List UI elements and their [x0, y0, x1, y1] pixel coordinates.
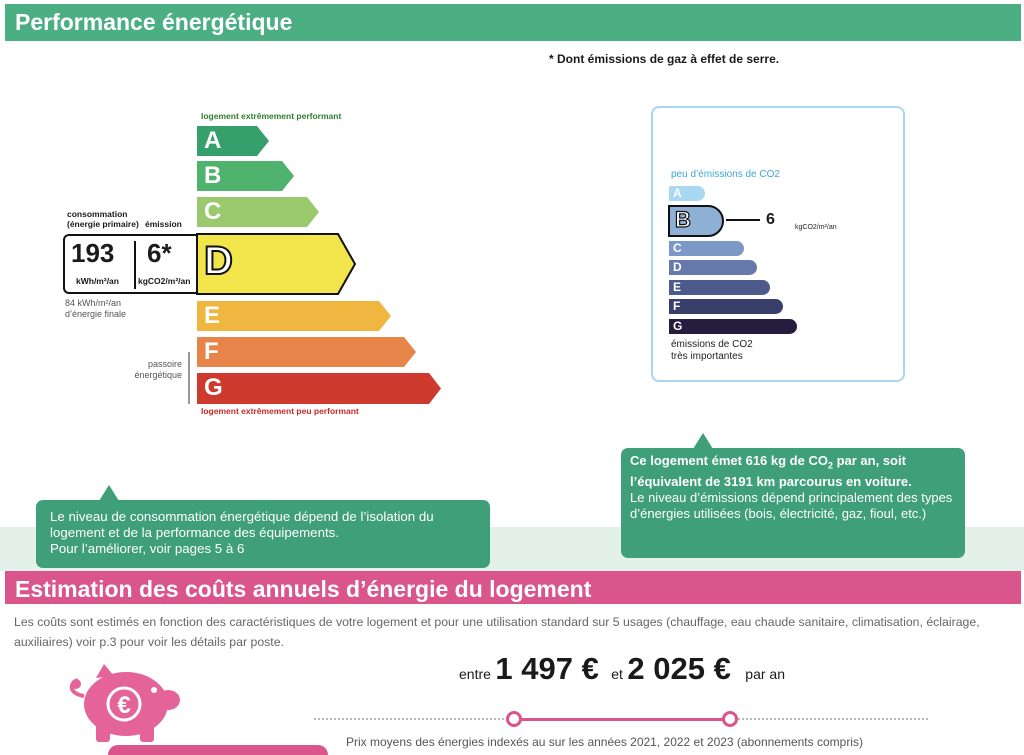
emission-header: émission: [145, 219, 182, 229]
ges-class-c: [668, 240, 745, 257]
emissions-info-line1: Ce logement émet 616 kg de CO: [630, 453, 828, 468]
emissions-info-line2: Le niveau d’émissions dépend principalement des types d’énergies utilisées (bois, électricité, gaz, fioul, etc.): [630, 489, 953, 521]
cost-min: 1 497 €: [495, 651, 599, 686]
energy-class-d: [196, 233, 356, 295]
final-energy: 84 kWh/m²/an d’énergie finale: [65, 298, 127, 319]
costs-title: Estimation des coûts annuels d’énergie du logement: [15, 576, 592, 602]
energy-class-a: [196, 125, 270, 157]
energy-bottom-label: logement extrêmement peu performant: [201, 406, 359, 416]
consumption-info-bubble: [36, 500, 490, 568]
ges-class-g: [668, 318, 798, 335]
ges-class-letter: G: [673, 319, 683, 333]
ges-class-letter: A: [673, 186, 682, 200]
ges-value: 6: [766, 211, 775, 228]
energy-class-letter: G: [204, 374, 223, 401]
piggy-bank-euro-icon: [66, 660, 182, 744]
energy-value-box: [63, 234, 196, 294]
ges-class-d: [668, 259, 758, 276]
consumption-unit: kWh/m²/an: [76, 276, 119, 286]
price-note: Prix moyens des énergies indexés au sur les années 2021, 2022 et 2023 (abonnements compris): [346, 735, 863, 749]
ges-low-label: peu d’émissions de CO2: [671, 169, 780, 180]
cost-range-max-marker: [722, 711, 738, 727]
ges-class-b: [668, 205, 724, 237]
value-divider: [134, 241, 136, 289]
ges-high-label: émissions de CO2 très importantes: [671, 339, 753, 362]
energy-class-letter: F: [204, 338, 219, 365]
energy-class-letter: B: [204, 162, 222, 189]
ges-class-letter: B: [675, 207, 691, 232]
emissions-info-bubble: [621, 448, 965, 558]
performance-header: [5, 4, 1021, 41]
cost-range-min-marker: [506, 711, 522, 727]
ges-pointer-line: [726, 219, 760, 221]
energy-class-letter: A: [204, 127, 222, 154]
cost-max: 2 025 €: [627, 651, 731, 686]
energy-class-b: [196, 160, 295, 192]
emissions-info-line1-end: par an, soit l’équivalent de 3191 km parcourus en voiture.: [630, 453, 912, 489]
consumption-info-text: Le niveau de consommation énergétique dépend de l’isolation du logement et de la performance des équipements. Pour l’améliorer, voir pages 5 à 6: [50, 509, 434, 556]
cost-range-fill: [514, 718, 730, 721]
ges-class-letter: C: [673, 241, 682, 255]
energy-class-f: [196, 336, 417, 368]
emission-unit: kgCO2/m²/an: [138, 276, 191, 286]
passoire-bracket: [188, 352, 190, 404]
energy-class-c: [196, 196, 320, 228]
energy-class-g: [196, 372, 442, 405]
consumption-value: 193: [71, 238, 115, 268]
cost-between: entre: [459, 666, 491, 682]
energy-class-letter: E: [204, 302, 221, 329]
bubble-left-pointer: [99, 485, 119, 501]
costs-description: Les coûts sont estimés en fonction des caractéristiques de votre logement et pour une utilisation standard sur 5 usages (chauffage, eau chaude sanitaire, climatisation, éclairage, auxiliaires) voir p.3 pour voir les détails par poste.: [14, 615, 980, 649]
ges-class-f: [668, 298, 784, 315]
co2-subscript: 2: [827, 460, 833, 471]
ges-class-letter: D: [673, 260, 682, 274]
ges-class-a: [668, 185, 706, 202]
cost-range: [459, 651, 785, 687]
costs-header: [5, 571, 1021, 604]
cost-and: et: [611, 666, 623, 682]
euro-symbol: €: [117, 692, 131, 719]
energy-top-label: logement extrêmement performant: [201, 111, 342, 121]
cost-per-year: par an: [745, 666, 785, 682]
energy-class-letter: D: [204, 239, 233, 283]
passoire-label: passoire énergétique: [134, 359, 182, 380]
ges-class-letter: F: [673, 299, 681, 313]
consumption-header: consommation (énergie primaire): [67, 209, 139, 229]
energy-class-letter: C: [204, 198, 222, 225]
bubble-right-pointer: [693, 433, 713, 449]
performance-title: Performance énergétique: [15, 9, 293, 35]
ges-class-letter: E: [673, 280, 682, 294]
ges-unit: kgCO2/m²/an: [795, 224, 837, 231]
ges-class-e: [668, 279, 771, 296]
emission-value: 6*: [147, 238, 172, 268]
pink-strip: [108, 745, 328, 755]
energy-class-e: [196, 300, 392, 332]
ges-note: * Dont émissions de gaz à effet de serre.: [549, 52, 780, 66]
